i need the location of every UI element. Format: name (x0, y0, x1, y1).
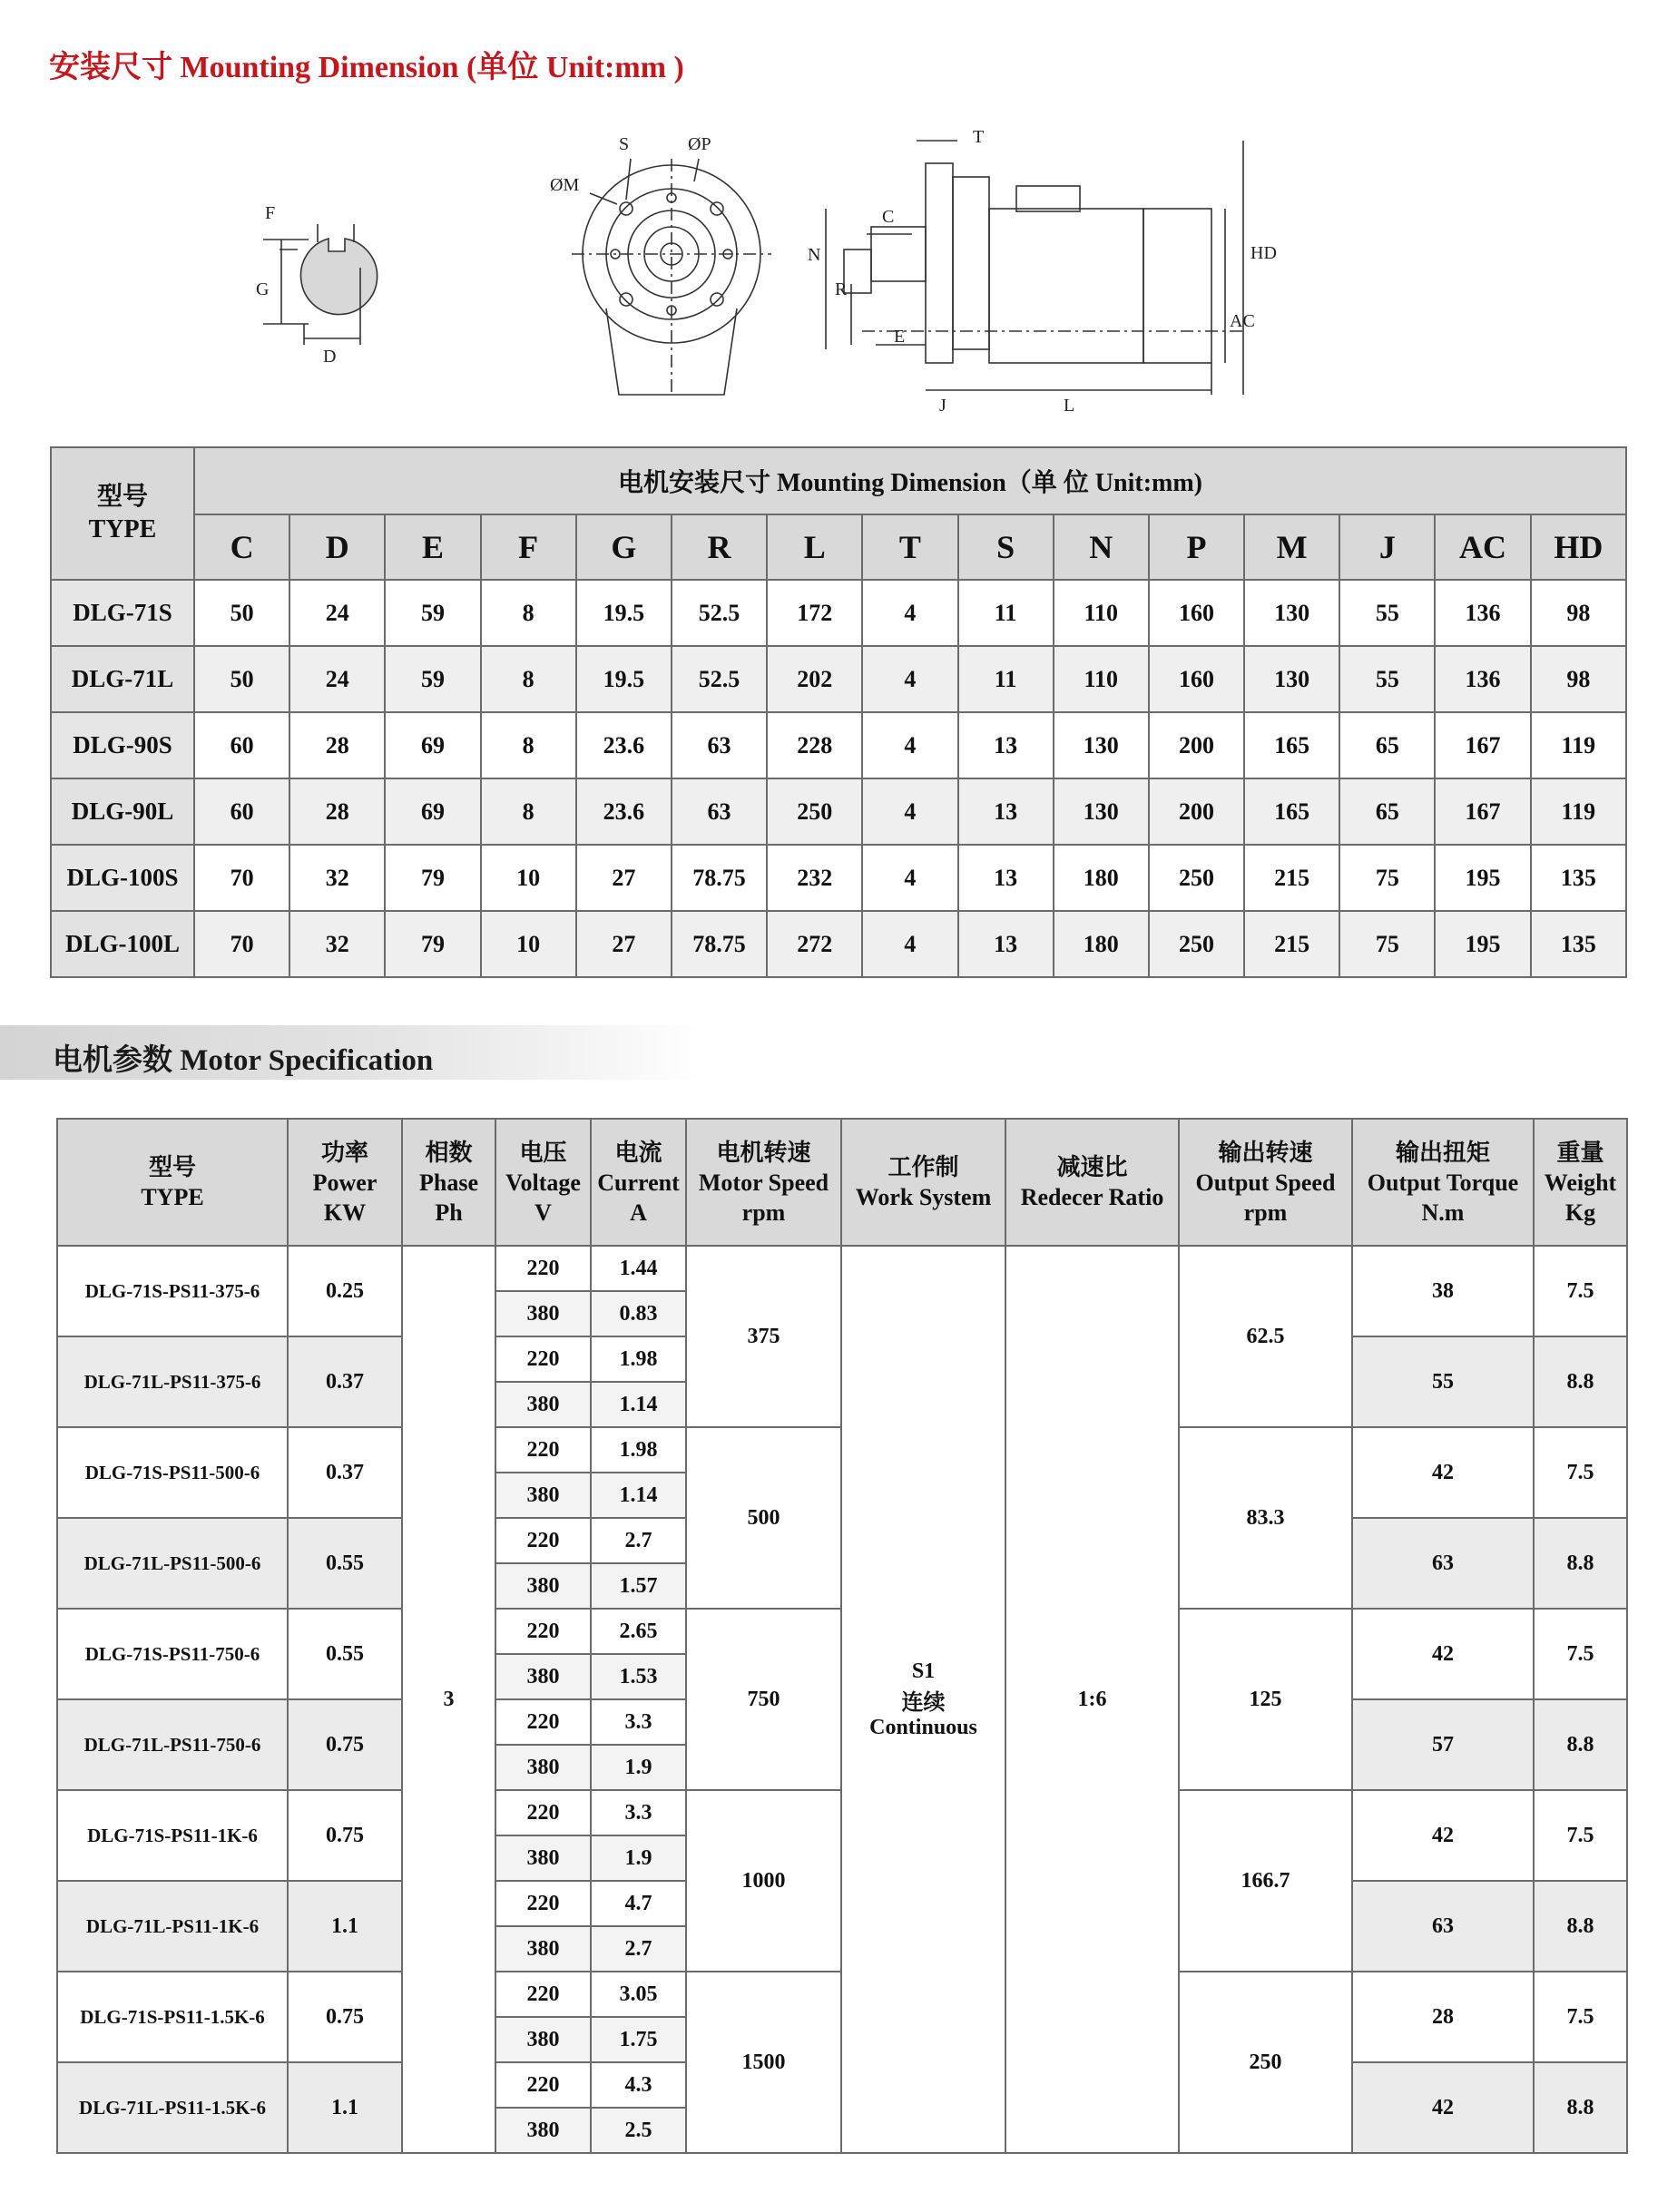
dim-value-cell: 23.6 (576, 712, 672, 778)
spec-voltage-cell: 220 (495, 2062, 591, 2108)
spec-weight-cell: 8.8 (1534, 1518, 1627, 1609)
dim-value-cell: 215 (1244, 845, 1339, 911)
dim-value-cell: 60 (194, 712, 289, 778)
spec-current-cell: 4.7 (591, 1881, 686, 1926)
dim-value-cell: 165 (1244, 778, 1339, 845)
dim-value-cell: 136 (1435, 580, 1530, 646)
spec-voltage-cell: 380 (495, 1654, 591, 1699)
spec-current-cell: 1.44 (591, 1246, 686, 1291)
dim-main-header: 电机安装尺寸 Mounting Dimension（单 位 Unit:mm) (194, 447, 1626, 514)
spec-power-cell: 0.37 (288, 1427, 402, 1518)
dim-value-cell: 135 (1531, 911, 1626, 977)
spec-weight-cell: 7.5 (1534, 1246, 1627, 1336)
dim-value-cell: 160 (1149, 580, 1244, 646)
dim-col-header-n: N (1054, 514, 1149, 580)
spec-torque-cell: 57 (1352, 1699, 1534, 1790)
dim-value-cell: 8 (481, 712, 576, 778)
dim-value-cell: 63 (672, 778, 767, 845)
spec-power-cell: 1.1 (288, 1881, 402, 1972)
dim-col-header-d: D (289, 514, 385, 580)
dim-value-cell: 130 (1244, 646, 1339, 712)
dim-value-cell: 200 (1149, 712, 1244, 778)
spec-current-cell: 1.57 (591, 1563, 686, 1609)
dim-value-cell: 50 (194, 580, 289, 646)
dim-value-cell: 11 (958, 580, 1054, 646)
spec-voltage-cell: 220 (495, 1972, 591, 2017)
dim-value-cell: 272 (767, 911, 862, 977)
dim-col-header-j: J (1339, 514, 1435, 580)
spec-motor-speed-cell: 1500 (686, 1972, 841, 2153)
spec-power-cell: 0.75 (288, 1972, 402, 2062)
spec-model-cell: DLG-71L-PS11-500-6 (57, 1518, 288, 1609)
dim-col-header-s: S (958, 514, 1054, 580)
drawing-label-M: ØM (550, 175, 580, 195)
dim-value-cell: 65 (1339, 778, 1435, 845)
spec-current-cell: 1.53 (591, 1654, 686, 1699)
dim-value-cell: 110 (1054, 580, 1149, 646)
spec-torque-cell: 42 (1352, 2062, 1534, 2153)
spec-output-speed-cell: 166.7 (1179, 1790, 1352, 1972)
dim-value-cell: 180 (1054, 911, 1149, 977)
spec-torque-cell: 38 (1352, 1246, 1534, 1336)
dim-value-cell: 13 (958, 845, 1054, 911)
spec-header-7: 减速比 Redecer Ratio (1005, 1119, 1179, 1246)
section-title-mounting-dimension: 安装尺寸 Mounting Dimension (单位 Unit:mm ) (49, 51, 684, 84)
spec-current-cell: 1.98 (591, 1427, 686, 1473)
dim-value-cell: 75 (1339, 911, 1435, 977)
spec-power-cell: 0.25 (288, 1246, 402, 1336)
drawing-label-P: ØP (688, 134, 711, 154)
spec-weight-cell: 8.8 (1534, 1699, 1627, 1790)
spec-model-cell: DLG-71L-PS11-1K-6 (57, 1881, 288, 1972)
dim-col-header-m: M (1244, 514, 1339, 580)
dim-model-cell: DLG-90S (51, 712, 194, 778)
spec-current-cell: 1.14 (591, 1473, 686, 1518)
spec-header-3: 电压 Voltage V (495, 1119, 591, 1246)
dim-col-header-hd: HD (1531, 514, 1626, 580)
dim-type-header: 型号 TYPE (51, 447, 194, 580)
drawing-label-D: D (323, 347, 337, 367)
mounting-dimension-drawing (227, 122, 1277, 431)
dim-value-cell: 13 (958, 778, 1054, 845)
dim-value-cell: 4 (862, 845, 957, 911)
dim-value-cell: 32 (289, 845, 385, 911)
spec-motor-speed-cell: 750 (686, 1609, 841, 1790)
dim-value-cell: 8 (481, 778, 576, 845)
spec-voltage-cell: 220 (495, 1246, 591, 1291)
spec-weight-cell: 7.5 (1534, 1427, 1627, 1518)
dim-value-cell: 195 (1435, 911, 1530, 977)
spec-weight-cell: 7.5 (1534, 1790, 1627, 1881)
dim-value-cell: 228 (767, 712, 862, 778)
spec-motor-speed-cell: 375 (686, 1246, 841, 1427)
drawing-label-S: S (619, 134, 630, 154)
dim-value-cell: 250 (767, 778, 862, 845)
spec-weight-cell: 8.8 (1534, 1881, 1627, 1972)
spec-voltage-cell: 220 (495, 1518, 591, 1563)
dim-value-cell: 167 (1435, 778, 1530, 845)
dim-value-cell: 78.75 (672, 845, 767, 911)
mounting-dimension-table (50, 446, 1627, 978)
spec-voltage-cell: 380 (495, 2108, 591, 2153)
dim-col-header-t: T (862, 514, 957, 580)
table-row (51, 712, 1626, 778)
spec-current-cell: 1.98 (591, 1336, 686, 1382)
spec-current-cell: 0.83 (591, 1291, 686, 1336)
spec-voltage-cell: 380 (495, 1835, 591, 1881)
dim-value-cell: 250 (1149, 911, 1244, 977)
dim-value-cell: 13 (958, 911, 1054, 977)
dim-col-header-c: C (194, 514, 289, 580)
dim-value-cell: 52.5 (672, 580, 767, 646)
spec-current-cell: 1.9 (591, 1745, 686, 1790)
dim-value-cell: 70 (194, 845, 289, 911)
spec-voltage-cell: 220 (495, 1609, 591, 1654)
spec-voltage-cell: 220 (495, 1790, 591, 1835)
dim-value-cell: 10 (481, 911, 576, 977)
dim-value-cell: 110 (1054, 646, 1149, 712)
dim-value-cell: 13 (958, 712, 1054, 778)
spec-model-cell: DLG-71S-PS11-375-6 (57, 1246, 288, 1336)
dim-value-cell: 172 (767, 580, 862, 646)
dim-value-cell: 55 (1339, 580, 1435, 646)
spec-current-cell: 2.65 (591, 1609, 686, 1654)
dim-value-cell: 4 (862, 580, 957, 646)
dim-value-cell: 250 (1149, 845, 1244, 911)
spec-voltage-cell: 220 (495, 1881, 591, 1926)
drawing-label-F: F (265, 203, 276, 223)
spec-voltage-cell: 380 (495, 1473, 591, 1518)
dim-value-cell: 98 (1531, 580, 1626, 646)
spec-ratio-cell: 1:6 (1005, 1246, 1179, 2153)
dim-value-cell: 130 (1244, 580, 1339, 646)
table-row (51, 580, 1626, 646)
spec-torque-cell: 28 (1352, 1972, 1534, 2062)
dim-model-cell: DLG-71S (51, 580, 194, 646)
table-row (51, 845, 1626, 911)
dim-value-cell: 19.5 (576, 580, 672, 646)
dim-value-cell: 23.6 (576, 778, 672, 845)
spec-model-cell: DLG-71S-PS11-1K-6 (57, 1790, 288, 1881)
dim-value-cell: 4 (862, 778, 957, 845)
drawing-label-E: E (894, 327, 906, 347)
dim-value-cell: 75 (1339, 845, 1435, 911)
table-row (57, 1246, 1627, 1291)
drawing-label-AC: AC (1230, 311, 1255, 331)
dim-value-cell: 59 (385, 580, 480, 646)
dim-value-cell: 52.5 (672, 646, 767, 712)
dim-value-cell: 119 (1531, 778, 1626, 845)
spec-work-system-cell: S1 连续 Continuous (841, 1246, 1005, 2153)
table-row (51, 646, 1626, 712)
dim-value-cell: 27 (576, 845, 672, 911)
dim-value-cell: 4 (862, 646, 957, 712)
dim-value-cell: 70 (194, 911, 289, 977)
dim-value-cell: 11 (958, 646, 1054, 712)
dim-model-cell: DLG-100L (51, 911, 194, 977)
spec-torque-cell: 63 (1352, 1518, 1534, 1609)
drawing-label-T: T (973, 127, 985, 147)
dim-value-cell: 98 (1531, 646, 1626, 712)
dim-value-cell: 8 (481, 580, 576, 646)
dim-value-cell: 135 (1531, 845, 1626, 911)
spec-current-cell: 3.05 (591, 1972, 686, 2017)
spec-motor-speed-cell: 1000 (686, 1790, 841, 1972)
dim-col-header-g: G (576, 514, 672, 580)
dim-value-cell: 180 (1054, 845, 1149, 911)
dim-col-header-l: L (767, 514, 862, 580)
dim-col-header-ac: AC (1435, 514, 1530, 580)
dim-value-cell: 24 (289, 580, 385, 646)
dim-model-cell: DLG-90L (51, 778, 194, 845)
spec-voltage-cell: 220 (495, 1699, 591, 1745)
dim-value-cell: 215 (1244, 911, 1339, 977)
spec-voltage-cell: 380 (495, 1745, 591, 1790)
spec-power-cell: 0.55 (288, 1609, 402, 1699)
spec-torque-cell: 42 (1352, 1609, 1534, 1699)
spec-torque-cell: 42 (1352, 1790, 1534, 1881)
spec-header-6: 工作制 Work System (841, 1119, 1005, 1246)
spec-output-speed-cell: 125 (1179, 1609, 1352, 1790)
dim-value-cell: 4 (862, 911, 957, 977)
spec-model-cell: DLG-71L-PS11-375-6 (57, 1336, 288, 1427)
spec-header-10: 重量 Weight Kg (1534, 1119, 1627, 1246)
spec-voltage-cell: 380 (495, 1926, 591, 1972)
spec-header-5: 电机转速 Motor Speed rpm (686, 1119, 841, 1246)
spec-phase-cell: 3 (402, 1246, 495, 2153)
spec-power-cell: 0.75 (288, 1699, 402, 1790)
spec-model-cell: DLG-71S-PS11-750-6 (57, 1609, 288, 1699)
spec-header-9: 输出扭矩 Output Torque N.m (1352, 1119, 1534, 1246)
drawing-label-N: N (808, 245, 821, 265)
motor-specification-table (56, 1118, 1628, 2154)
spec-current-cell: 1.9 (591, 1835, 686, 1881)
dim-col-header-e: E (385, 514, 480, 580)
spec-header-8: 输出转速 Output Speed rpm (1179, 1119, 1352, 1246)
spec-voltage-cell: 220 (495, 1336, 591, 1382)
dim-value-cell: 167 (1435, 712, 1530, 778)
dim-value-cell: 195 (1435, 845, 1530, 911)
spec-torque-cell: 63 (1352, 1881, 1534, 1972)
dim-value-cell: 28 (289, 778, 385, 845)
dim-value-cell: 28 (289, 712, 385, 778)
spec-weight-cell: 7.5 (1534, 1972, 1627, 2062)
dim-value-cell: 19.5 (576, 646, 672, 712)
spec-power-cell: 0.75 (288, 1790, 402, 1881)
dim-value-cell: 202 (767, 646, 862, 712)
spec-output-speed-cell: 250 (1179, 1972, 1352, 2153)
spec-torque-cell: 55 (1352, 1336, 1534, 1427)
spec-power-cell: 1.1 (288, 2062, 402, 2153)
dim-value-cell: 50 (194, 646, 289, 712)
spec-voltage-cell: 380 (495, 1382, 591, 1427)
spec-weight-cell: 8.8 (1534, 1336, 1627, 1427)
dim-value-cell: 232 (767, 845, 862, 911)
drawing-label-L: L (1064, 396, 1075, 416)
dim-value-cell: 8 (481, 646, 576, 712)
drawing-label-G: G (256, 279, 270, 299)
drawing-label-R: R (835, 279, 848, 299)
dim-value-cell: 130 (1054, 778, 1149, 845)
dim-value-cell: 55 (1339, 646, 1435, 712)
dim-value-cell: 24 (289, 646, 385, 712)
spec-current-cell: 1.75 (591, 2017, 686, 2062)
dim-value-cell: 136 (1435, 646, 1530, 712)
spec-output-speed-cell: 83.3 (1179, 1427, 1352, 1609)
dim-value-cell: 60 (194, 778, 289, 845)
spec-power-cell: 0.37 (288, 1336, 402, 1427)
dim-value-cell: 59 (385, 646, 480, 712)
dim-value-cell: 79 (385, 911, 480, 977)
dim-value-cell: 4 (862, 712, 957, 778)
dim-model-cell: DLG-71L (51, 646, 194, 712)
table-row (51, 911, 1626, 977)
spec-current-cell: 3.3 (591, 1790, 686, 1835)
dim-value-cell: 79 (385, 845, 480, 911)
spec-torque-cell: 42 (1352, 1427, 1534, 1518)
spec-motor-speed-cell: 500 (686, 1427, 841, 1609)
spec-current-cell: 1.14 (591, 1382, 686, 1427)
spec-header-4: 电流 Current A (591, 1119, 686, 1246)
spec-power-cell: 0.55 (288, 1518, 402, 1609)
dim-value-cell: 69 (385, 778, 480, 845)
spec-voltage-cell: 380 (495, 2017, 591, 2062)
dim-value-cell: 165 (1244, 712, 1339, 778)
dim-value-cell: 69 (385, 712, 480, 778)
spec-current-cell: 3.3 (591, 1699, 686, 1745)
spec-header-2: 相数 Phase Ph (402, 1119, 495, 1246)
section-title-motor-specification: 电机参数 Motor Specification (53, 1044, 434, 1077)
spec-current-cell: 2.7 (591, 1926, 686, 1972)
table-row (51, 778, 1626, 845)
drawing-label-HD: HD (1250, 243, 1277, 263)
dim-value-cell: 27 (576, 911, 672, 977)
spec-weight-cell: 8.8 (1534, 2062, 1627, 2153)
spec-model-cell: DLG-71L-PS11-1.5K-6 (57, 2062, 288, 2153)
spec-voltage-cell: 380 (495, 1291, 591, 1336)
dim-value-cell: 65 (1339, 712, 1435, 778)
dim-value-cell: 32 (289, 911, 385, 977)
drawing-label-J: J (939, 396, 946, 416)
spec-current-cell: 2.5 (591, 2108, 686, 2153)
spec-model-cell: DLG-71L-PS11-750-6 (57, 1699, 288, 1790)
dim-value-cell: 78.75 (672, 911, 767, 977)
dim-value-cell: 119 (1531, 712, 1626, 778)
dim-col-header-f: F (481, 514, 576, 580)
spec-weight-cell: 7.5 (1534, 1609, 1627, 1699)
dim-value-cell: 10 (481, 845, 576, 911)
dim-value-cell: 160 (1149, 646, 1244, 712)
spec-header-0: 型号 TYPE (57, 1119, 288, 1246)
spec-model-cell: DLG-71S-PS11-1.5K-6 (57, 1972, 288, 2062)
spec-model-cell: DLG-71S-PS11-500-6 (57, 1427, 288, 1518)
dim-value-cell: 130 (1054, 712, 1149, 778)
drawing-label-C: C (882, 207, 895, 227)
spec-header-1: 功率 Power KW (288, 1119, 402, 1246)
spec-voltage-cell: 380 (495, 1563, 591, 1609)
spec-voltage-cell: 220 (495, 1427, 591, 1473)
dim-value-cell: 200 (1149, 778, 1244, 845)
spec-current-cell: 4.3 (591, 2062, 686, 2108)
spec-output-speed-cell: 62.5 (1179, 1246, 1352, 1427)
dim-col-header-r: R (672, 514, 767, 580)
dim-model-cell: DLG-100S (51, 845, 194, 911)
spec-current-cell: 2.7 (591, 1518, 686, 1563)
dim-col-header-p: P (1149, 514, 1244, 580)
dim-value-cell: 63 (672, 712, 767, 778)
